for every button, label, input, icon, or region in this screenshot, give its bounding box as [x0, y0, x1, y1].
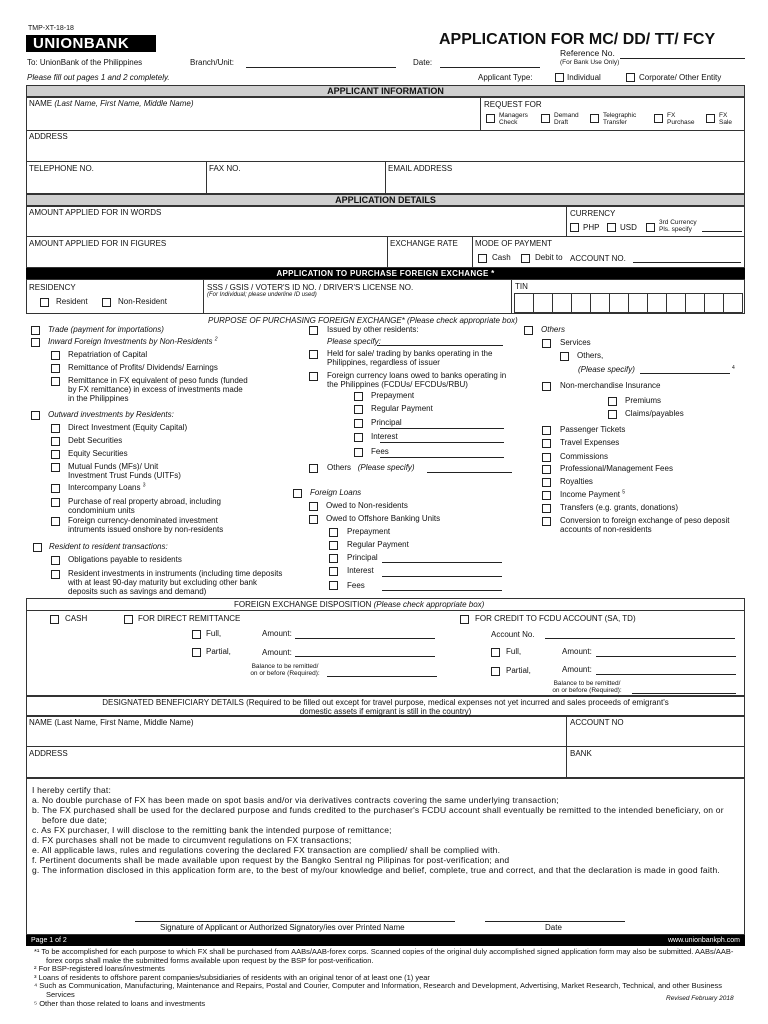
- fcdu-partial-label: Partial,: [506, 666, 531, 675]
- footnote-ref: 4: [732, 365, 735, 371]
- php-label: PHP: [583, 223, 600, 232]
- divider: [26, 236, 745, 237]
- passenger-tickets-label: Passenger Tickets: [560, 425, 626, 434]
- address-label: ADDRESS: [29, 132, 68, 141]
- fl-regular-payment-label: Regular Payment: [347, 540, 409, 549]
- date-input[interactable]: [440, 67, 540, 68]
- cert-item: d. FX purchases shall not be made to circumvent regulations on FX transactions;: [32, 835, 352, 845]
- name-field-label: [29, 99, 194, 108]
- exchange-rate-label: EXCHANGE RATE: [390, 239, 458, 248]
- col2-others-label: [327, 463, 415, 472]
- fcdu-label: FOR CREDIT TO FCDU ACCOUNT (SA, TD): [475, 614, 636, 623]
- obligations-label: Obligations payable to residents: [68, 555, 182, 564]
- premiums-checkbox[interactable]: [608, 397, 617, 406]
- telegraphic-transfer-label: Telegraphic Transfer: [603, 112, 637, 126]
- professional-fees-checkbox[interactable]: [542, 465, 551, 474]
- services-specify-input[interactable]: [640, 373, 730, 374]
- commissions-checkbox[interactable]: [542, 453, 551, 462]
- footnote: *¹ To be accomplished for each purpose to which FX shall be purchased from AABs/AAB-forex corps. Scanned copies of the original duly accomplished signed application form may also be submitted. AABs/AAB-forex corps shall make the submitted forms available upon request by the BSP for post-verification.: [34, 947, 734, 965]
- account-no-input[interactable]: [633, 262, 741, 263]
- issued-checkbox[interactable]: [309, 326, 318, 335]
- fx-purchase-checkbox[interactable]: [654, 114, 663, 123]
- dr-partial-checkbox[interactable]: [192, 648, 201, 657]
- regular-payment-checkbox[interactable]: [354, 405, 363, 414]
- claims-label: Claims/payables: [625, 409, 684, 418]
- payment-mode-label: MODE OF PAYMENT: [475, 239, 553, 248]
- request-for-label: REQUEST FOR: [484, 100, 542, 109]
- to-label: To: UnionBank of the Philippines: [27, 58, 143, 67]
- resident-investments-checkbox[interactable]: [51, 570, 60, 579]
- claims-checkbox[interactable]: [608, 410, 617, 419]
- fl-principal-input[interactable]: [382, 562, 502, 563]
- equity-securities-checkbox[interactable]: [51, 450, 60, 459]
- royalties-label: Royalties: [560, 477, 593, 486]
- signature-input[interactable]: [135, 921, 455, 922]
- fcdu-full-label: Full,: [506, 647, 522, 656]
- form-title: APPLICATION FOR MC/ DD/ TT/ FCY: [439, 31, 716, 48]
- applicant-info-header: APPLICANT INFORMATION: [26, 85, 745, 97]
- resident-transactions-checkbox[interactable]: [33, 543, 42, 552]
- professional-fees-label: Professional/Management Fees: [560, 464, 673, 473]
- ben-name-label: NAME (Last Name, First Name, Middle Name): [29, 718, 194, 727]
- branch-label: Branch/Unit:: [190, 58, 235, 67]
- fcdu-full-amount-label: Amount:: [562, 647, 592, 656]
- divider: [511, 279, 512, 314]
- fl-interest-label: Interest: [347, 566, 374, 575]
- dr-full-checkbox[interactable]: [192, 630, 201, 639]
- reference-label: Reference No.: [560, 48, 615, 58]
- income-payment-label: [560, 490, 625, 499]
- third-currency-label: 3rd Currency Pls. specify: [659, 219, 697, 233]
- resident-investments-label: Resident investments in instruments (including time deposits with at least 90-day maturity but excluding other bank deposits such as savings and demand): [68, 569, 283, 597]
- demand-draft-label: Demand Draft: [554, 112, 579, 126]
- footnote: ⁴ Such as Communication, Manufacturing, Maintenance and Repairs, Postal and Courier, Computer and Information, Research and Development, Advertising, Market Research, Technical, and other Business Services: [34, 981, 723, 999]
- fx-sale-checkbox[interactable]: [706, 114, 715, 123]
- debt-securities-checkbox[interactable]: [51, 437, 60, 446]
- currency-label: CURRENCY: [570, 209, 616, 218]
- outward-label: Outward investments by Residents:: [48, 410, 174, 419]
- cert-date-label: Date: [545, 923, 562, 932]
- foreign-loans-checkbox[interactable]: [293, 489, 302, 498]
- fl-interest-checkbox[interactable]: [329, 567, 338, 576]
- outward-checkbox[interactable]: [31, 411, 40, 420]
- reference-input[interactable]: [620, 58, 745, 59]
- transfers-checkbox[interactable]: [542, 504, 551, 513]
- debt-securities-label: Debt Securities: [68, 436, 123, 445]
- beneficiary-header-line2: domestic assets if emigrant is still in the country): [299, 707, 472, 716]
- premiums-label: Premiums: [625, 396, 662, 405]
- issued-specify-label: Please specify:: [327, 337, 381, 346]
- fl-regular-payment-checkbox[interactable]: [329, 541, 338, 550]
- non-resident-label: Non-Resident: [118, 297, 167, 306]
- corporate-checkbox[interactable]: [626, 73, 635, 82]
- dr-full-amount-label: Amount:: [262, 629, 292, 638]
- ben-bank-label: BANK: [570, 749, 592, 758]
- cert-item: g. The information disclosed in this application form are, to the best of my/our knowledge and belief, complete, true and correct, and that the declaration is made in good faith.: [32, 865, 720, 875]
- interest-checkbox[interactable]: [354, 433, 363, 442]
- remittance-profits-label: Remittance of Profits/ Dividends/ Earnings: [68, 363, 218, 372]
- form-code: TMP-XT-18-18: [28, 25, 74, 32]
- cert-intro: I hereby certify that:: [32, 785, 112, 795]
- footnote-ref: 3: [142, 482, 146, 489]
- purpose-header: PURPOSE OF PURCHASING FOREIGN EXCHANGE* (Please check appropriate box): [208, 316, 518, 325]
- fcdu-account-label: Account No.: [491, 630, 535, 639]
- mutual-funds-checkbox[interactable]: [51, 463, 60, 472]
- fcdu-balance-input[interactable]: [632, 693, 736, 694]
- signature-label: Signature of Applicant or Authorized Signatory/ies over Printed Name: [160, 923, 405, 932]
- fcy-loans-checkbox[interactable]: [309, 372, 318, 381]
- cert-item: c. As FX purchaser, I will disclose to the remitting bank the intended purpose of remittance;: [32, 825, 392, 835]
- fcdu-full-checkbox[interactable]: [491, 648, 500, 657]
- col3-others-label: Others: [541, 325, 566, 334]
- fl-interest-input[interactable]: [382, 576, 502, 577]
- fcdu-partial-amount-label: Amount:: [562, 665, 592, 674]
- fcy-instruments-checkbox[interactable]: [51, 517, 60, 526]
- telephone-label: TELEPHONE NO.: [29, 164, 94, 173]
- page-number: Page 1 of 2: [31, 937, 67, 944]
- nonmerch-label: Non-merchandise Insurance: [560, 381, 661, 390]
- repatriation-checkbox[interactable]: [51, 351, 60, 360]
- fl-fees-checkbox[interactable]: [329, 581, 338, 590]
- services-others-checkbox[interactable]: [560, 352, 569, 361]
- usd-label: USD: [620, 223, 637, 232]
- fax-label: FAX NO.: [209, 164, 241, 173]
- direct-investment-checkbox[interactable]: [51, 424, 60, 433]
- others-specify: (Please specify): [357, 463, 415, 472]
- footnote: ⁵ Other than those related to loans and investments: [34, 998, 206, 1008]
- website-link[interactable]: www.unionbankph.com: [668, 937, 740, 944]
- fcy-instruments-label: Foreign currency-denominated investment intruments issued onshore by non-residents: [68, 516, 224, 535]
- fx-purchase-header: APPLICATION TO PURCHASE FOREIGN EXCHANGE *: [26, 268, 745, 279]
- conversion-label: Conversion to foreign exchange of peso deposit accounts of non-residents: [560, 516, 730, 535]
- fx-sale-label: FX Sale: [719, 112, 733, 126]
- name-hint: (Last Name, First Name, Middle Name): [54, 99, 194, 108]
- fl-principal-checkbox[interactable]: [329, 554, 338, 563]
- principal-label: Principal: [371, 418, 402, 427]
- income-payment-checkbox[interactable]: [542, 491, 551, 500]
- resident-label: Resident: [56, 297, 88, 306]
- fl-prepayment-checkbox[interactable]: [329, 528, 338, 537]
- demand-draft-checkbox[interactable]: [541, 114, 550, 123]
- held-label: Held for sale/ trading by banks operating in the Philippines, regardless of issuer: [327, 349, 493, 368]
- unionbank-logo: UNIONBANK: [26, 35, 156, 52]
- transfers-label: Transfers (e.g. grants, donations): [560, 503, 678, 512]
- mutual-funds-label: Mutual Funds (MFs)/ Unit Investment Trust Funds (UITFs): [68, 462, 181, 481]
- interest-input[interactable]: [380, 442, 504, 443]
- fcdu-full-amount-input[interactable]: [596, 656, 736, 657]
- real-property-label: Purchase of real property abroad, including condominium units: [68, 497, 221, 516]
- footnote: ² For BSP-registered loans/investments: [34, 964, 165, 974]
- equity-securities-label: Equity Securities: [68, 449, 128, 458]
- cash-payment-label: Cash: [492, 253, 511, 262]
- cert-item: f. Pertinent documents shall be made available upon request by the Bangko Sentral ng Pilipinas for post-verification; and: [32, 855, 510, 865]
- footnote-ref: 2: [214, 336, 218, 343]
- date-label: Date:: [413, 58, 433, 67]
- intercompany-text: Intercompany Loans: [68, 483, 141, 492]
- fl-principal-label: Principal: [347, 553, 378, 562]
- applicant-type-label: Applicant Type:: [478, 73, 533, 82]
- income-text: Income Payment: [560, 490, 621, 499]
- commissions-label: Commissions: [560, 452, 609, 461]
- trade-checkbox[interactable]: [31, 326, 40, 335]
- application-details-header: APPLICATION DETAILS: [26, 194, 745, 206]
- fcdu-partial-checkbox[interactable]: [491, 667, 500, 676]
- ben-account-label: ACCOUNT NO: [570, 718, 624, 727]
- email-label: EMAIL ADDRESS: [388, 164, 453, 173]
- beneficiary-header: [26, 696, 745, 716]
- fl-fees-input[interactable]: [382, 590, 502, 591]
- debit-checkbox[interactable]: [521, 254, 530, 263]
- fees-label: Fees: [371, 447, 389, 456]
- divider: [206, 161, 207, 194]
- fill-note: Please fill out pages 1 and 2 completely.: [27, 73, 170, 82]
- name-label: NAME: [29, 99, 53, 108]
- royalties-checkbox[interactable]: [542, 478, 551, 487]
- cert-date-input[interactable]: [485, 921, 625, 922]
- cert-item: e. All applicable laws, rules and regulations covering the declared FX transaction are complied/ shall be complied with.: [32, 845, 501, 855]
- remittance-fx-checkbox[interactable]: [51, 377, 60, 386]
- nonmerch-checkbox[interactable]: [542, 382, 551, 391]
- individual-label: Individual: [567, 73, 601, 82]
- prepayment-checkbox[interactable]: [354, 392, 363, 401]
- disposition-box: [26, 598, 745, 696]
- balance-line1: Balance to be remitted/: [251, 663, 319, 670]
- resident-transactions-label: Resident to resident transactions:: [49, 542, 168, 551]
- divider: [385, 161, 386, 194]
- individual-checkbox[interactable]: [555, 73, 564, 82]
- beneficiary-header-line1: DESIGNATED BENEFICIARY DETAILS (Required to be filled out except for travel purpose, medical expenses not yet incurred and sales proceeds of emigrant's: [102, 698, 669, 707]
- divider: [203, 279, 204, 314]
- fees-input[interactable]: [380, 457, 504, 458]
- others-text: Others: [327, 463, 352, 472]
- intercompany-loans-label: [68, 483, 146, 492]
- dr-balance-label: [243, 663, 327, 677]
- balance-line1: Balance to be remitted/: [553, 680, 621, 687]
- usd-checkbox[interactable]: [607, 223, 616, 232]
- fcdu-partial-amount-input[interactable]: [596, 674, 736, 675]
- telegraphic-transfer-checkbox[interactable]: [590, 114, 599, 123]
- direct-remittance-checkbox[interactable]: [124, 615, 133, 624]
- divider: [566, 716, 567, 778]
- interest-label: Interest: [371, 432, 398, 441]
- cert-item: a. No double purchase of FX has been made on spot basis and/or via derivatives contracts covering the same underlying transaction;: [32, 795, 559, 805]
- id-label: SSS / GSIS / VOTER'S ID NO. / DRIVER'S LICENSE NO.: [207, 283, 414, 292]
- footnotes: [34, 948, 749, 1008]
- real-property-checkbox[interactable]: [51, 498, 60, 507]
- regular-payment-label: Regular Payment: [371, 404, 433, 413]
- held-checkbox[interactable]: [309, 350, 318, 359]
- disposition-title: FOREIGN EXCHANGE DISPOSITION: [234, 600, 372, 609]
- fl-fees-label: Fees: [347, 581, 365, 590]
- fcdu-balance-label: [542, 680, 632, 694]
- conversion-checkbox[interactable]: [542, 517, 551, 526]
- divider: [387, 236, 388, 268]
- php-checkbox[interactable]: [570, 223, 579, 232]
- divider: [26, 610, 745, 611]
- remittance-profits-checkbox[interactable]: [51, 364, 60, 373]
- fees-checkbox[interactable]: [354, 448, 363, 457]
- dr-balance-input[interactable]: [327, 676, 437, 677]
- amount-figures-label: AMOUNT APPLIED FOR IN FIGURES: [29, 239, 167, 248]
- intercompany-loans-checkbox[interactable]: [51, 484, 60, 493]
- dr-full-label: Full,: [206, 629, 222, 638]
- fcdu-checkbox[interactable]: [460, 615, 469, 624]
- inward-text: Inward Foreign Investments by Non-Residents: [48, 337, 213, 346]
- fx-purchase-label: FX Purchase: [667, 112, 695, 126]
- fl-prepayment-label: Prepayment: [347, 527, 391, 536]
- certification-text: [32, 785, 737, 875]
- divider: [480, 97, 481, 130]
- principal-checkbox[interactable]: [354, 419, 363, 428]
- disp-cash-checkbox[interactable]: [50, 615, 59, 624]
- ben-address-label: ADDRESS: [29, 749, 68, 758]
- dr-partial-label: Partial,: [206, 647, 231, 656]
- fcdu-account-input[interactable]: [545, 638, 735, 639]
- col3-others-checkbox[interactable]: [524, 326, 533, 335]
- trade-label: Trade (payment for importations): [48, 325, 164, 334]
- cash-payment-checkbox[interactable]: [478, 254, 487, 263]
- balance-line2: on or before (Required):: [250, 670, 320, 677]
- travel-expenses-checkbox[interactable]: [542, 439, 551, 448]
- corporate-label: Corporate/ Other Entity: [639, 73, 722, 82]
- resident-checkbox[interactable]: [40, 298, 49, 307]
- bank-use-note: (For Bank Use Only): [560, 59, 620, 66]
- foreign-loans-label: Foreign Loans: [310, 488, 362, 497]
- cert-item: b. The FX purchased shall be used for the declared purpose and funds credited to the purchaser's FCDU account shall eventually be remitted to the intended beneficiary, on or before due date;: [32, 805, 724, 825]
- account-no-label: ACCOUNT NO.: [570, 254, 626, 263]
- repatriation-label: Repatriation of Capital: [68, 350, 148, 359]
- disposition-hint: (Please check appropriate box): [373, 600, 485, 609]
- managers-check-checkbox[interactable]: [486, 114, 495, 123]
- remittance-fx-label: Remittance in FX equivalent of peso funds (funded by FX remittance) in excess of investments made in the Philippines: [68, 376, 248, 404]
- services-checkbox[interactable]: [542, 339, 551, 348]
- issued-label: Issued by other residents:: [327, 325, 419, 334]
- branch-input[interactable]: [246, 67, 396, 68]
- divider: [26, 130, 745, 131]
- amount-words-label: AMOUNT APPLIED FOR IN WORDS: [29, 208, 162, 217]
- issued-specify-input[interactable]: [377, 345, 503, 346]
- dr-partial-amount-input[interactable]: [295, 656, 435, 657]
- principal-input[interactable]: [380, 428, 504, 429]
- inward-label: [48, 337, 218, 346]
- divider: [472, 236, 473, 268]
- debit-label: Debit to: [535, 253, 563, 262]
- residency-label: RESIDENCY: [29, 283, 76, 292]
- id-hint: (For Individual; please underline ID used): [207, 292, 317, 298]
- passenger-tickets-checkbox[interactable]: [542, 426, 551, 435]
- owed-nonres-label: Owed to Non-residents: [326, 501, 408, 510]
- tin-label: TIN: [515, 282, 528, 291]
- third-currency-input[interactable]: [702, 231, 742, 232]
- footnote: ³ Loans of residents to offshore parent companies/subsidiaries of residents with an original tenor of at least one (1) year: [34, 972, 430, 982]
- disp-cash-label: CASH: [65, 614, 88, 623]
- obligations-checkbox[interactable]: [51, 556, 60, 565]
- divider: [26, 746, 745, 747]
- footnote-ref: 5: [622, 489, 626, 496]
- revised-date: Revised February 2018: [666, 995, 734, 1002]
- services-others-label: Others,: [577, 351, 604, 360]
- balance-line2: on or before (Required):: [552, 687, 622, 694]
- third-currency-checkbox[interactable]: [646, 223, 655, 232]
- fcy-loans-label: Foreign currency loans owed to banks operating in the Philippines (FCDUs/ EFCDUs/RBU): [327, 371, 507, 390]
- inward-checkbox[interactable]: [31, 338, 40, 347]
- dr-partial-amount-label: Amount:: [262, 648, 292, 657]
- owed-nonres-checkbox[interactable]: [309, 502, 318, 511]
- owed-offshore-label: Owed to Offshore Banking Units: [326, 514, 441, 523]
- travel-expenses-label: Travel Expenses: [560, 438, 620, 447]
- services-specify-label: (Please specify): [578, 365, 635, 374]
- disposition-header: [234, 600, 484, 609]
- non-resident-checkbox[interactable]: [102, 298, 111, 307]
- dr-full-amount-input[interactable]: [295, 638, 435, 639]
- footer-bar: [26, 935, 745, 946]
- direct-remittance-label: FOR DIRECT REMITTANCE: [138, 614, 241, 623]
- divider: [566, 206, 567, 236]
- direct-investment-label: Direct Investment (Equity Capital): [68, 423, 188, 432]
- prepayment-label: Prepayment: [371, 391, 415, 400]
- tin-input[interactable]: [514, 293, 743, 313]
- managers-check-label: Managers Check: [499, 112, 528, 126]
- services-label: Services: [560, 338, 591, 347]
- owed-offshore-checkbox[interactable]: [309, 515, 318, 524]
- col2-others-input[interactable]: [427, 472, 512, 473]
- col2-others-checkbox[interactable]: [309, 464, 318, 473]
